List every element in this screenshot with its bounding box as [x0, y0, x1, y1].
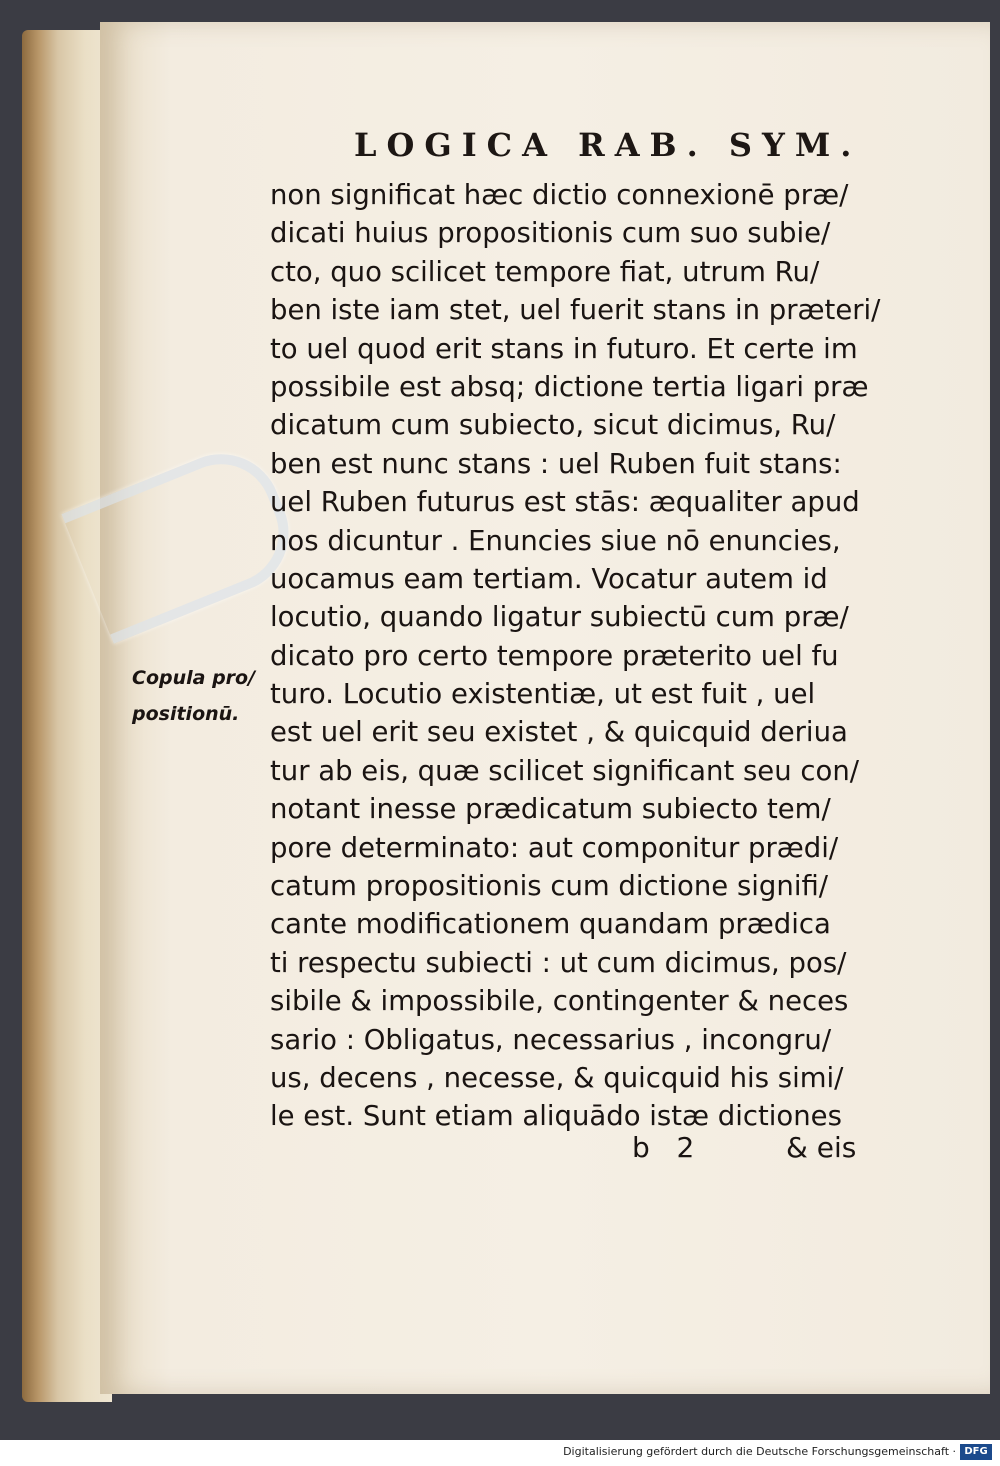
text-line: pore determinato: aut componitur prædi/ — [270, 831, 839, 864]
text-line: tur ab eis, quæ scilicet significant seu con/ — [270, 754, 860, 787]
text-line: cante modificationem quandam prædica — [270, 908, 831, 941]
book-edge — [22, 30, 112, 1402]
running-title: LOGICA RAB. SYM. — [354, 126, 862, 164]
text-line: us, decens , necesse, & quicquid his simi/ — [270, 1061, 844, 1094]
text-line: dicato pro certo tempore præterito uel fu — [270, 639, 839, 672]
text-line: nos dicuntur . Enuncies siue nō enuncies, — [270, 524, 841, 557]
text-line: ben est nunc stans : uel Ruben fuit stans: — [270, 447, 842, 480]
text-line: ben iste iam stet, uel fuerit stans in præteri/ — [270, 294, 881, 327]
text-line: turo. Locutio existentiæ, ut est fuit , uel — [270, 678, 816, 711]
text-line: to uel quod erit stans in futuro. Et certe im — [270, 332, 858, 365]
text-line: dicati huius propositionis cum suo subie/ — [270, 217, 831, 250]
margin-note-line: Copula pro/ — [132, 667, 256, 689]
catchword: & eis — [786, 1131, 857, 1164]
body-text — [270, 176, 881, 1136]
text-line: cto, quo scilicet tempore fiat, utrum Ru/ — [270, 255, 820, 288]
text-line: catum propositionis cum dictione signifi/ — [270, 870, 829, 903]
margin-note-line: positionū. — [132, 703, 240, 725]
text-line: sario : Obligatus, necessarius , incongru/ — [270, 1023, 832, 1056]
dfg-logo: DFG — [960, 1444, 992, 1460]
text-line: ti respectu subiecti : ut cum dicimus, pos/ — [270, 946, 847, 979]
text-line: locutio, quando ligatur subiectū cum præ/ — [270, 601, 849, 634]
text-line: non significat hæc dictio connexionē præ/ — [270, 179, 849, 211]
margin-note — [132, 660, 255, 732]
signature-mark: b 2 — [632, 1131, 695, 1164]
text-line: dicatum cum subiecto, sicut dicimus, Ru/ — [270, 409, 836, 442]
text-line: uel Ruben futurus est stās: æqualiter apud — [270, 486, 860, 519]
text-line: possibile est absq; dictione tertia ligari præ — [270, 370, 869, 403]
text-line: notant inesse prædicatum subiecto tem/ — [270, 793, 831, 826]
text-line: sibile & impossibile, contingenter & neces — [270, 985, 849, 1018]
text-line: est uel erit seu existet , & quicquid deriua — [270, 716, 848, 749]
text-line: le est. Sunt etiam aliquādo istæ dictiones — [270, 1100, 842, 1133]
digitization-credit: Digitalisierung gefördert durch die Deutsche Forschungsgemeinschaft · — [563, 1445, 956, 1458]
text-line: uocamus eam tertiam. Vocatur autem id — [270, 562, 828, 595]
